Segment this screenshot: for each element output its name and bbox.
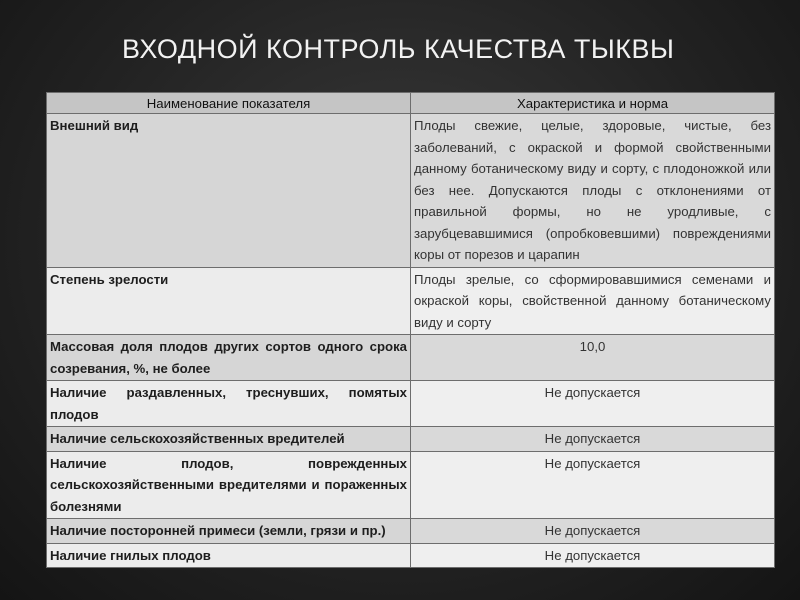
indicator-cell: Степень зрелости <box>47 267 411 335</box>
norm-cell: 10,0 <box>411 335 775 381</box>
indicator-cell: Внешний вид <box>47 114 411 268</box>
table-row <box>47 267 775 335</box>
norm-cell: Не допускается <box>411 427 775 452</box>
indicator-cell: Массовая доля плодов других сортов одного срока созревания, %, не более <box>47 335 411 381</box>
indicator-cell: Наличие сельскохозяйственных вредителей <box>47 427 411 452</box>
column-header-norm: Характеристика и норма <box>411 93 775 114</box>
indicator-cell: Наличие раздавленных, треснувших, помятых плодов <box>47 381 411 427</box>
table-row <box>47 451 775 519</box>
column-header-indicator: Наименование показателя <box>47 93 411 114</box>
indicator-cell: Наличие гнилых плодов <box>47 543 411 568</box>
table-row <box>47 381 775 427</box>
slide-title: ВХОДНОЙ КОНТРОЛЬ КАЧЕСТВА ТЫКВЫ <box>122 34 675 64</box>
norm-cell: Не допускается <box>411 519 775 544</box>
indicator-cell: Наличие плодов, поврежденных сельскохозяйственными вредителями и пораженных болезнями <box>47 451 411 519</box>
table-row <box>47 335 775 381</box>
norm-cell: Плоды зрелые, со сформировавшимися семенами и окраской коры, свойственной данному ботаническому виду и сорту <box>411 267 775 335</box>
norm-cell: Не допускается <box>411 451 775 519</box>
table-header-row <box>47 93 775 114</box>
table-row <box>47 114 775 268</box>
norm-cell: Плоды свежие, целые, здоровые, чистые, без заболеваний, с окраской и формой свойственными данному ботаническому виду и сорту, с плодоножкой или без нее. Допускаются плоды с отклонениями от правильной формы, но не уродливые, с зарубцевавшимися (опробковевшими) повреждениями коры от порезов и царапин <box>411 114 775 268</box>
norm-cell: Не допускается <box>411 381 775 427</box>
quality-table <box>46 92 775 568</box>
norm-cell: Не допускается <box>411 543 775 568</box>
table-row <box>47 427 775 452</box>
table-row <box>47 519 775 544</box>
table-row <box>47 543 775 568</box>
indicator-cell: Наличие посторонней примеси (земли, грязи и пр.) <box>47 519 411 544</box>
